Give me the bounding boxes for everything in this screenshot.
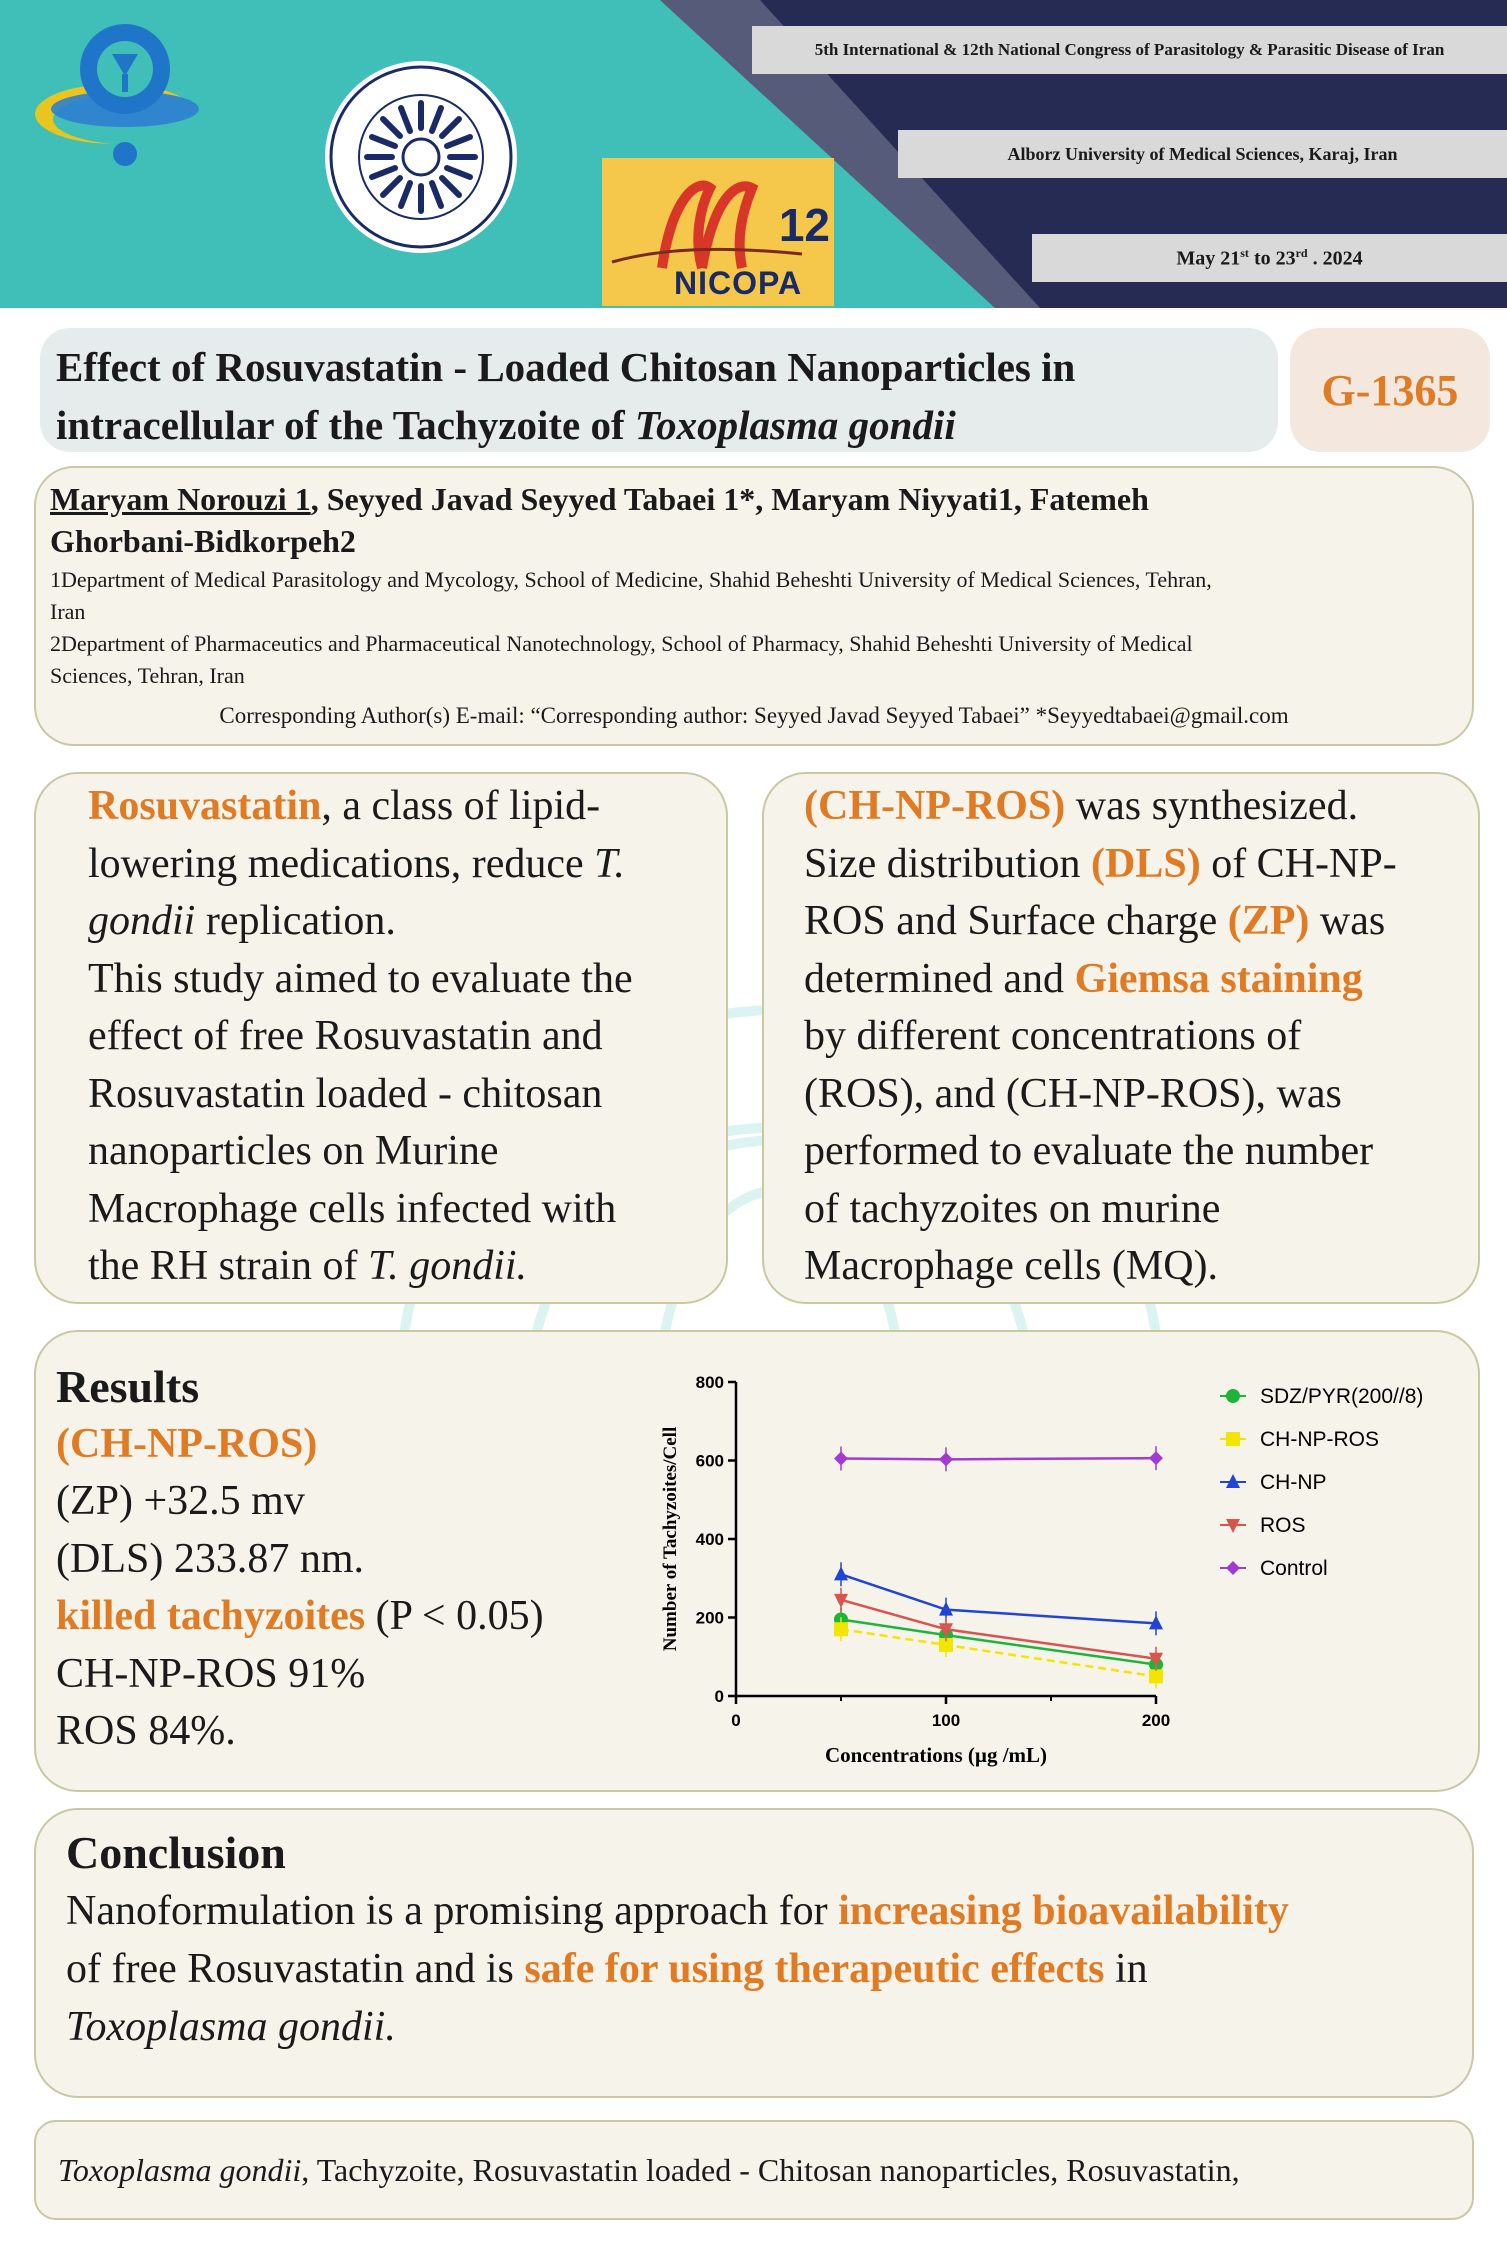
keywords-box — [34, 2120, 1474, 2220]
congress-name: 5th International & 12th National Congress of Parasitology & Parasitic Disease of Iran — [814, 40, 1445, 59]
author-list: Maryam Norouzi 1, Seyyed Javad Seyyed Tabaei 1*, Maryam Niyyati1, Fatemeh Ghorbani-Bidkorpeh2 — [50, 481, 1149, 559]
methods-box — [762, 772, 1480, 1304]
y-tick-label: 400 — [695, 1530, 724, 1549]
poster-code-box — [1290, 328, 1490, 452]
poster-code: G-1365 — [1321, 365, 1459, 415]
university-bar — [898, 130, 1507, 178]
legend-label: CH-NP-ROS — [1260, 1428, 1379, 1451]
x-tick-label: 100 — [931, 1711, 961, 1730]
header-banner — [0, 0, 1507, 308]
series-line-2 — [841, 1574, 1156, 1623]
legend-label: ROS — [1260, 1514, 1306, 1537]
authors-box — [34, 466, 1474, 746]
x-tick-label: 0 — [731, 1711, 741, 1730]
affiliations: 1Department of Medical Parasitology and Mycology, School of Medicine, Shahid Beheshti University of Medical Sciences, Tehran, Iran 2Department of Pharmaceutics and Pharmaceutical Nanotechnology, School of Pharmacy, Shahid Beheshti University of Medical Sciences, Tehran, Iran — [50, 567, 1212, 688]
data-point — [834, 1452, 848, 1466]
congress-date: May 21st to 23rd . 2024 — [1176, 245, 1363, 270]
results-heading: Results — [56, 1361, 200, 1412]
congress-name-bar — [752, 26, 1507, 74]
congress-logo-icon — [20, 14, 230, 184]
results-text: Results (CH-NP-ROS) (ZP) +32.5 mv (DLS) 233.87 nm. killed tachyzoites (P < 0.05) CH-NP-ROS 91% ROS 84%. — [56, 1358, 1478, 1761]
intro-text: Rosuvastatin, a class of lipid- lowering medications, reduce T. gondii replication. This study aimed to evaluate the effect of free Rosuvastatin and Rosuvastatin loaded - chitosan nanoparticles on Murine Macrophage cells infected with the RH strain of T. gondii. — [88, 783, 633, 1289]
series-line-4 — [841, 1458, 1156, 1459]
legend-marker — [1226, 1389, 1240, 1403]
legend-label: SDZ/PYR(200//8) — [1260, 1385, 1424, 1408]
y-tick-label: 800 — [695, 1373, 724, 1392]
conclusion-box — [34, 1808, 1474, 2098]
data-point — [1149, 1451, 1163, 1465]
data-point — [834, 1622, 848, 1636]
data-point — [834, 1566, 848, 1580]
conclusion-text: Conclusion Nanoformulation is a promising approach for increasing bioavailability of free Rosuvastatin and is safe for using therapeutic effects in Toxoplasma gondii. — [66, 1824, 1472, 2056]
nicopa-logo — [602, 158, 834, 306]
nicopa-number: 12 — [778, 199, 830, 251]
university-name: Alborz University of Medical Sciences, Karaj, Iran — [1007, 143, 1398, 164]
legend-label: Control — [1260, 1557, 1328, 1580]
poster-title: Effect of Rosuvastatin - Loaded Chitosan Nanoparticles in intracellular of the Tachyzoite of Toxoplasma gondii — [56, 344, 1076, 448]
legend-marker — [1226, 1561, 1240, 1575]
legend-label: CH-NP — [1260, 1471, 1327, 1494]
data-point — [1149, 1669, 1163, 1683]
corresponding-email: Corresponding Author(s) E-mail: “Corresponding author: Seyyed Javad Seyyed Tabaei” *Seyyedtabaei@gmail.com — [219, 703, 1289, 728]
conclusion-heading: Conclusion — [66, 1827, 286, 1878]
y-tick-label: 600 — [695, 1451, 724, 1471]
series-line-0 — [841, 1619, 1156, 1664]
title-box — [40, 328, 1278, 452]
keywords-text: Toxoplasma gondii, Tachyzoite, Rosuvastatin loaded - Chitosan nanoparticles, Rosuvastatin, — [58, 2151, 1240, 2188]
nicopa-text: NICOPA — [674, 265, 803, 301]
intro-box — [34, 772, 728, 1304]
tachyzoite-line-chart — [640, 1360, 1460, 1790]
legend-marker — [1226, 1432, 1240, 1446]
data-point — [939, 1452, 953, 1466]
iranian-society-of-parasitology-seal-icon — [322, 58, 520, 256]
y-tick-label: 0 — [714, 1687, 724, 1706]
y-axis-label: Number of Tachyzoites/Cell — [660, 1426, 681, 1652]
series-line-3 — [841, 1600, 1156, 1659]
methods-text: (CH-NP-ROS) was synthesized. Size distribution (DLS) of CH-NP- ROS and Surface charge (ZP) was determined and Giemsa staining by different concentrations of (ROS), and (CH-NP-ROS), was performed to evaluate the number of tachyzoites on murine Macrophage cells (MQ). — [804, 783, 1397, 1289]
x-axis-label: Concentrations (µg /mL) — [824, 1743, 1048, 1767]
x-tick-label: 200 — [1141, 1711, 1171, 1730]
y-tick-label: 200 — [695, 1608, 724, 1628]
date-bar — [1032, 234, 1507, 282]
